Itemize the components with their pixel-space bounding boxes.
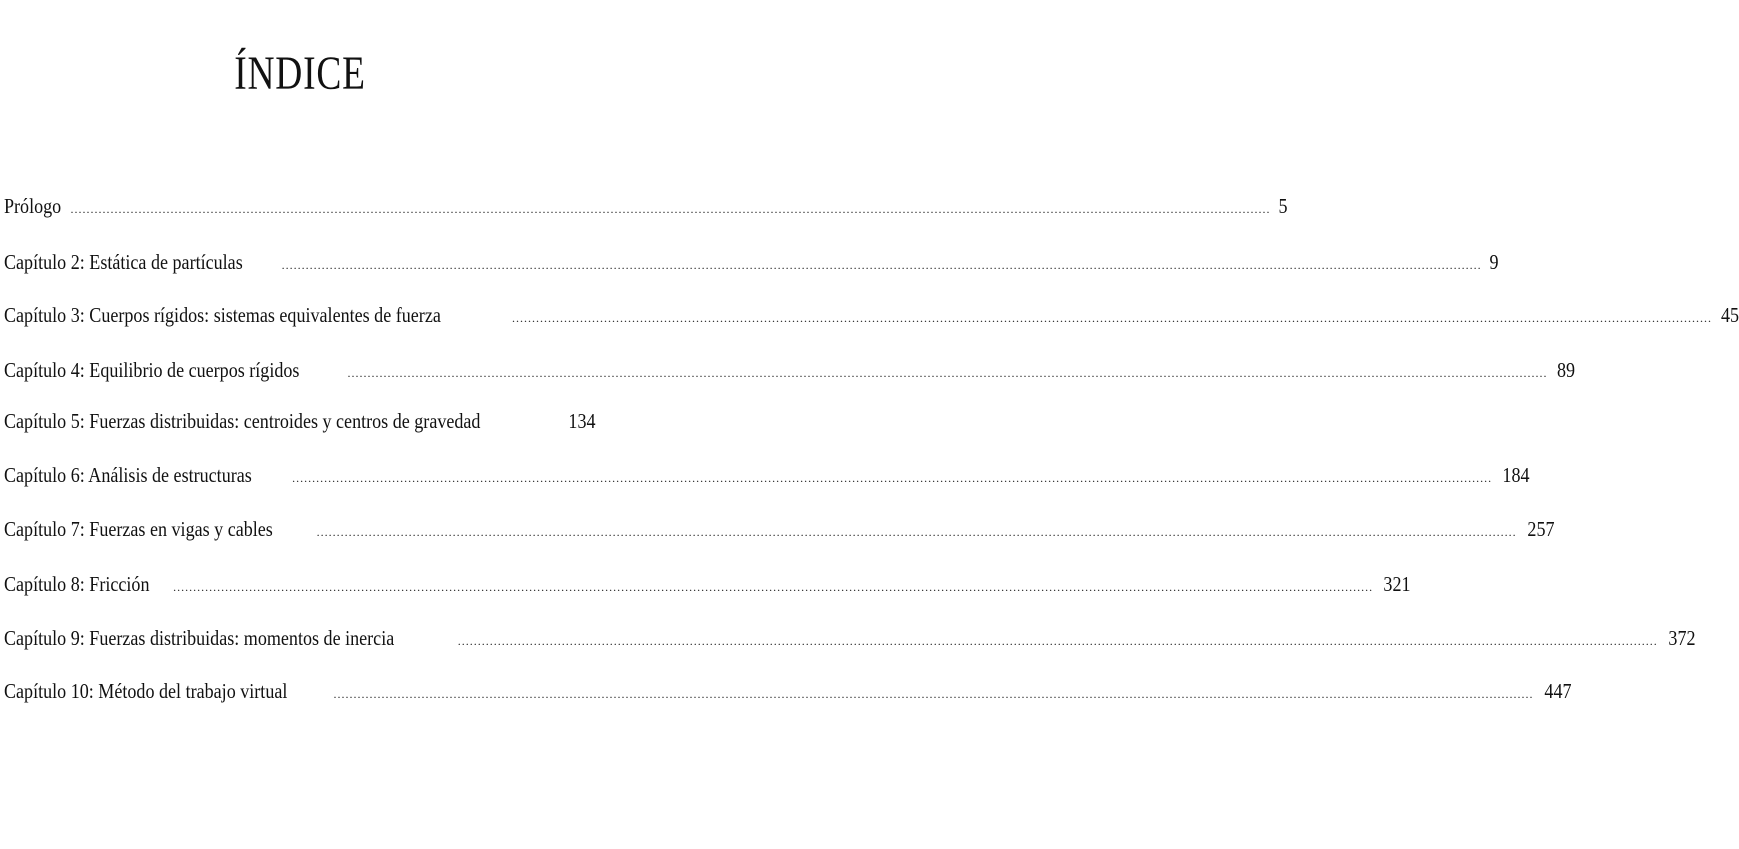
toc-entry-label: Capítulo 2: Estática de partículas	[4, 250, 243, 274]
toc-entry-page: 321	[1383, 572, 1411, 596]
toc-entry-page: 372	[1668, 626, 1696, 650]
toc-entry-label: Capítulo 8: Fricción	[4, 572, 150, 596]
toc-entry	[4, 572, 1411, 602]
toc-entry	[4, 409, 596, 439]
toc-entry-page: 89	[1556, 358, 1575, 382]
dot-leader: ............................................................................................................................................................................................................................................................................................................	[511, 311, 1712, 325]
toc-entry-page: 134	[568, 409, 596, 433]
toc-entry-label: Capítulo 5: Fuerzas distribuidas: centroides y centros de gravedad	[4, 409, 481, 433]
toc-entry	[4, 358, 1575, 388]
toc-entry-page: 5	[1277, 194, 1288, 218]
toc-entry-label: Prólogo	[4, 194, 62, 218]
toc-entry-label: Capítulo 6: Análisis de estructuras	[4, 463, 252, 487]
dot-leader: ............................................................................................................................................................................................................................................................................................................	[316, 525, 1517, 539]
toc-entry-page: 9	[1489, 250, 1499, 274]
toc-entry	[4, 517, 1555, 547]
toc-entry	[4, 463, 1530, 493]
toc-entry-label: Capítulo 10: Método del trabajo virtual	[4, 679, 288, 703]
dot-leader: ............................................................................................................................................................................................................................................................................................................	[457, 634, 1658, 648]
toc-entry	[4, 194, 1288, 224]
toc-entry-label: Capítulo 9: Fuerzas distribuidas: momentos de inercia	[4, 626, 395, 650]
toc-entry-label: Capítulo 7: Fuerzas en vigas y cables	[4, 517, 273, 541]
toc-entry	[4, 303, 1739, 333]
page-title: ÍNDICE	[234, 47, 366, 100]
dot-leader: ............................................................................................................................................................................................................................................................................................................	[70, 202, 1271, 216]
toc-entry-page: 447	[1543, 679, 1572, 703]
dot-leader: ............................................................................................................................................................................................................................................................................................................	[292, 471, 1493, 485]
toc-entry-label: Capítulo 3: Cuerpos rígidos: sistemas equivalentes de fuerza	[4, 303, 441, 327]
toc-entry-page: 184	[1502, 463, 1530, 487]
toc-entry-page: 45	[1720, 303, 1739, 327]
dot-leader: ............................................................................................................................................................................................................................................................................................................	[173, 580, 1374, 594]
toc-entry-label: Capítulo 4: Equilibrio de cuerpos rígidos	[4, 358, 300, 382]
dot-leader: ............................................................................................................................................................................................................................................................................................................	[347, 366, 1548, 380]
toc-entry-page: 257	[1527, 517, 1555, 541]
dot-leader: ............................................................................................................................................................................................................................................................................................................	[281, 258, 1482, 272]
dot-leader: ............................................................................................................................................................................................................................................................................................................	[333, 687, 1534, 701]
toc-entry	[4, 626, 1696, 656]
toc-entry	[4, 679, 1572, 709]
toc-entry	[4, 250, 1499, 280]
